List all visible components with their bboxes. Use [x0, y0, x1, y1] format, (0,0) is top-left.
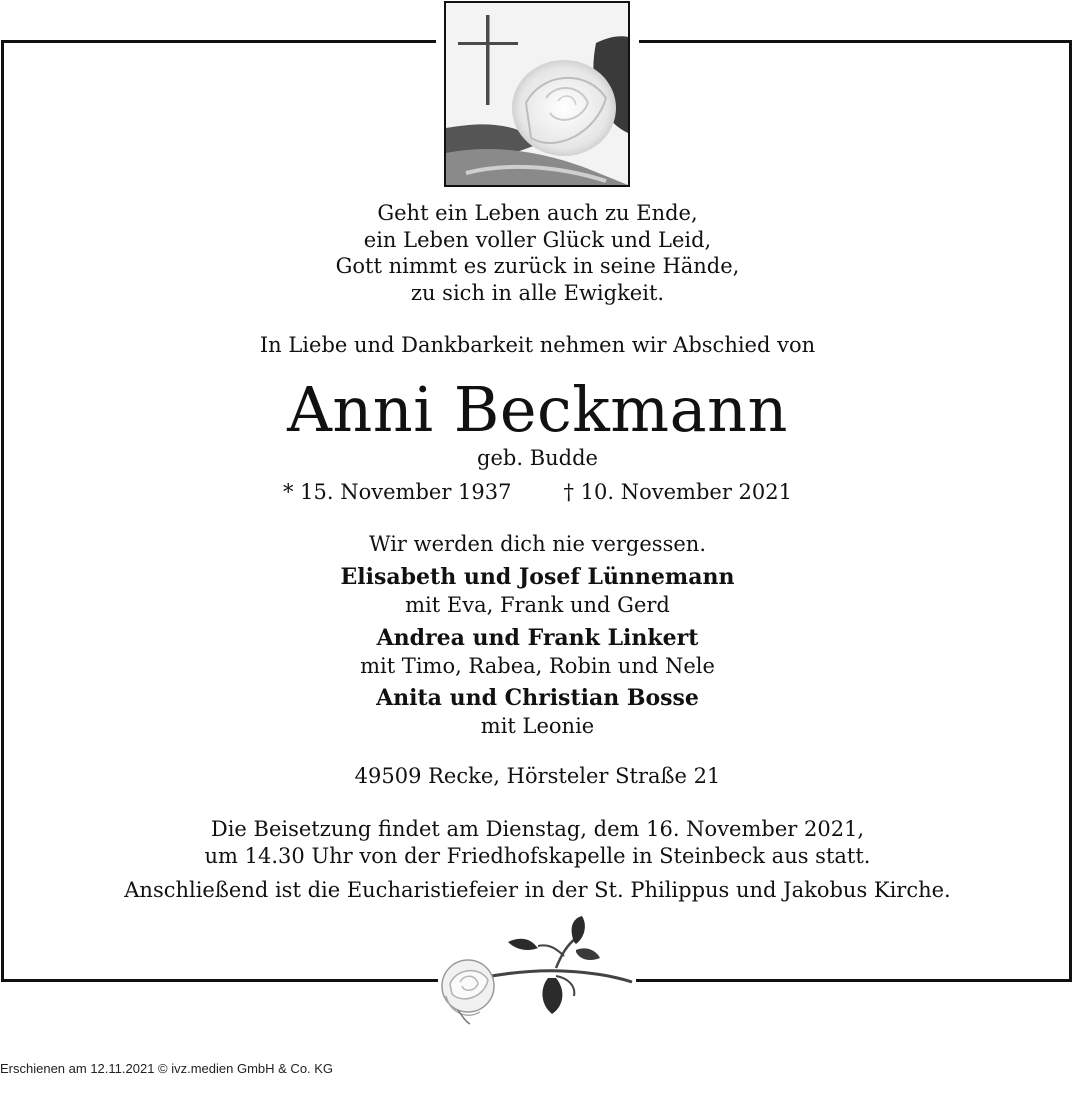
poem	[0, 200, 1075, 306]
family-members: mit Leonie	[480, 714, 595, 738]
family-group	[0, 683, 1075, 739]
family-group	[0, 623, 1075, 679]
address: 49509 Recke, Hörsteler Straße 21	[354, 764, 721, 788]
publication-footer: Erschienen am 12.11.2021 © ivz.medien GmbH & Co. KG	[0, 1061, 334, 1076]
cross-rose-photo	[444, 1, 630, 187]
family-members: mit Eva, Frank und Gerd	[405, 593, 670, 617]
life-dates	[0, 478, 1075, 506]
funeral-line: Die Beisetzung findet am Dienstag, dem 16. November 2021,	[210, 817, 865, 841]
death-date: † 10. November 2021	[563, 480, 792, 504]
family-name: Andrea und Frank Linkert	[376, 625, 699, 651]
family-members: mit Timo, Rabea, Robin und Nele	[360, 654, 715, 678]
poem-line: Gott nimmt es zurück in seine Hände,	[335, 254, 740, 278]
poem-line: zu sich in alle Ewigkeit.	[410, 280, 665, 305]
birth-date: * 15. November 1937	[283, 480, 512, 504]
deceased-name: Anni Beckmann	[287, 373, 788, 446]
rose-illustration	[436, 916, 636, 1026]
family-name: Anita und Christian Bosse	[376, 685, 699, 711]
family-group	[0, 562, 1075, 618]
funeral-info	[0, 816, 1075, 869]
born-name: geb. Budde	[477, 446, 598, 470]
poem-line: Geht ein Leben auch zu Ende,	[377, 201, 698, 225]
eucharist-info: Anschließend ist die Eucharistiefeier in der St. Philippus und Jakobus Kirche.	[124, 878, 951, 902]
poem-line: ein Leben voller Glück und Leid,	[363, 227, 712, 252]
intro-text: In Liebe und Dankbarkeit nehmen wir Abschied von	[259, 333, 816, 357]
memorial-saying: Wir werden dich nie vergessen.	[368, 532, 706, 556]
family-name: Elisabeth und Josef Lünnemann	[340, 564, 735, 590]
funeral-line: um 14.30 Uhr von der Friedhofskapelle in Steinbeck aus statt.	[204, 843, 871, 868]
